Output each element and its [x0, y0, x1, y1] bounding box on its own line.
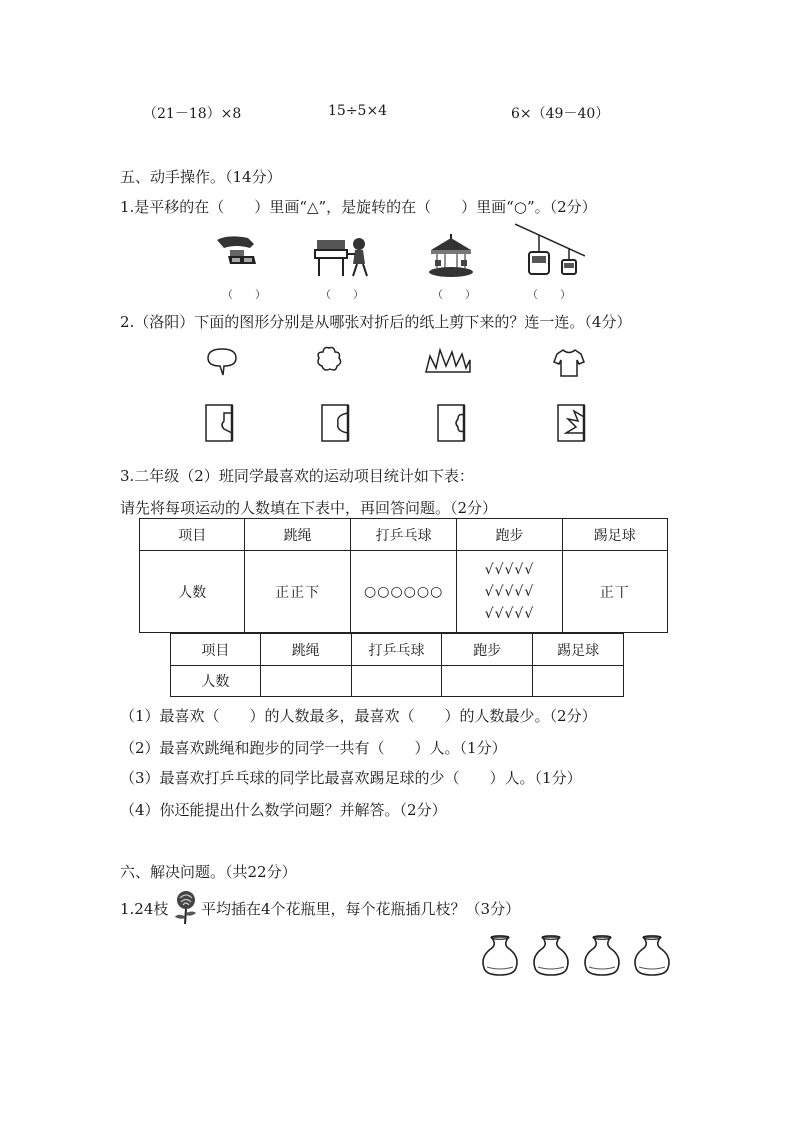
tally-running-line1: √√√√√	[484, 561, 535, 578]
tally-football: 正丅	[599, 584, 630, 601]
tally-table	[139, 518, 668, 633]
s6-q1-part1: 1.24枝	[120, 900, 169, 918]
answer-table	[170, 633, 624, 697]
vase-icon	[478, 934, 522, 978]
answer-blank-3[interactable]: （ ）	[432, 288, 476, 301]
answer-header-football: 踢足球	[533, 634, 624, 666]
question-3: （3）最喜欢打乒乓球的同学比最喜欢踢足球的少（ ）人。（1分）	[120, 769, 582, 787]
cutout-speech-bubble	[204, 346, 240, 378]
s6-q1-part2: 平均插在4个花瓶里，每个花瓶插几枝？（3分）	[201, 900, 521, 918]
calc-2: 15÷5×4	[328, 103, 388, 119]
calc-1: （21－18）×8	[143, 106, 242, 122]
folded-paper-4	[556, 403, 588, 443]
folded-paper-2	[320, 403, 352, 443]
tally-running-line3: √√√√√	[484, 605, 535, 622]
cable-car-icon	[515, 222, 585, 278]
q3-intro: 3.二年级（2）班同学最喜欢的运动项目统计如下表：	[120, 467, 474, 485]
cutout-shirt	[553, 348, 585, 378]
rose-icon	[171, 889, 201, 925]
calc-3: 6×（49－40）	[511, 106, 610, 122]
answer-header-jumprope: 跳绳	[260, 634, 351, 666]
answer-cell-jumprope[interactable]	[260, 666, 351, 697]
q1-text: 1.是平移的在（ ）里画“△”，是旋转的在（ ）里画“○”。（2分）	[120, 198, 597, 216]
tally-pingpong: ○○○○○○	[364, 583, 444, 600]
cutout-grass	[424, 348, 472, 376]
answer-blank-4[interactable]: （ ）	[527, 288, 571, 301]
answer-header-pingpong: 打乒乓球	[351, 634, 442, 666]
answer-blank-1[interactable]: （ ）	[222, 288, 266, 301]
section5-title: 五、动手操作。（14分）	[120, 168, 282, 186]
cutout-flower	[314, 344, 344, 374]
tally-header-football: 踢足球	[562, 519, 668, 551]
section6-title: 六、解决问题。（共22分）	[120, 863, 297, 881]
q3-instruction: 请先将每项运动的人数填在下表中，再回答问题。（2分）	[120, 499, 498, 517]
question-1: （1）最喜欢（ ）的人数最多，最喜欢（ ）的人数最少。（2分）	[120, 707, 597, 725]
question-2: （2）最喜欢跳绳和跑步的同学一共有（ ）人。（1分）	[120, 739, 507, 757]
vase-icon	[580, 934, 624, 978]
answer-cell-football[interactable]	[533, 666, 624, 697]
tally-running-line2: √√√√√	[484, 583, 535, 600]
tally-header-item: 项目	[140, 519, 245, 551]
answer-cell-running[interactable]	[442, 666, 533, 697]
tally-header-jumprope: 跳绳	[245, 519, 350, 551]
folded-paper-1	[204, 403, 236, 443]
q2-text: 2.（洛阳）下面的图形分别是从哪张对折后的纸上剪下来的？连一连。（4分）	[120, 313, 632, 331]
vase-icon	[630, 934, 674, 978]
tally-row-label: 人数	[140, 551, 245, 633]
carousel-icon	[427, 234, 475, 278]
answer-header-item: 项目	[171, 634, 261, 666]
tally-jumprope: 正正下	[275, 584, 321, 601]
pushing-cart-icon	[313, 234, 373, 278]
tally-header-pingpong: 打乒乓球	[350, 519, 457, 551]
question-4: （4）你还能提出什么数学问题？并解答。（2分）	[120, 801, 447, 819]
answer-row-label: 人数	[171, 666, 261, 697]
folded-paper-3	[436, 403, 468, 443]
answer-header-running: 跑步	[442, 634, 533, 666]
answer-blank-2[interactable]: （ ）	[320, 288, 364, 301]
answer-cell-pingpong[interactable]	[351, 666, 442, 697]
stapler-icon	[214, 232, 258, 270]
vase-icon	[529, 934, 573, 978]
tally-header-running: 跑步	[457, 519, 562, 551]
